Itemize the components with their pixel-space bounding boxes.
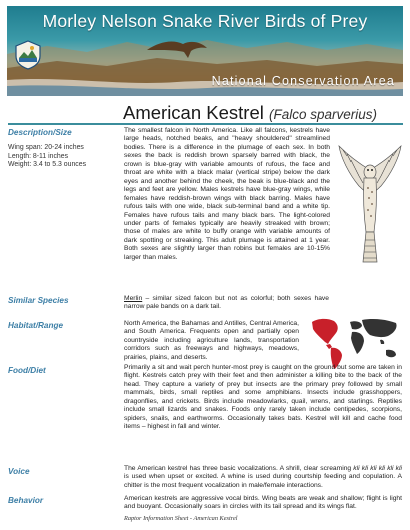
merlin-link[interactable]: Merlin [124, 295, 143, 302]
species-heading [123, 102, 377, 124]
page-footer: Raptor Information Sheet - American Kestrel [124, 515, 238, 522]
heading-rule [8, 123, 403, 125]
blm-logo [15, 40, 41, 70]
measurements [8, 144, 86, 170]
common-name: American Kestrel [123, 102, 264, 123]
header-banner [7, 6, 403, 96]
scientific-name: (Falco sparverius) [269, 107, 378, 122]
length: Length: 8-11 inches [8, 152, 69, 160]
food-diet-text: Primarily a sit and wait perch hunter-most prey is caught on the ground but some are taken in flight. Kestrels catch prey with their feet and then administer a killing bite to the back of the head. They capture a variety of prey but insects are the primary prey followed by small mammals, birds, small reptiles and some amphibians. Insects include grasshoppers, dragonflies, and crickets. Birds include meadowlarks, quail, wrens, and starlings. Reptiles include small lizards and snakes. Foods only rarely taken include centipedes, scorpions, spiders, snails, and earthworms. Occasionally takes bats. Kestrel will kill and cache food items – highest in fall and winter. [124, 364, 402, 431]
label-similar-species: Similar Species [8, 296, 69, 305]
kestrel-illustration [335, 142, 405, 267]
wing-span: Wing span: 20-24 inches [8, 144, 84, 151]
weight: Weight: 3.4 to 5.3 ounces [8, 161, 87, 169]
similar-species-text: Merlin – similar sized falcon but not as colorful; both sexes have narrow pale bands on a dark tail. [124, 295, 329, 311]
label-behavior: Behavior [8, 496, 44, 505]
description-text: The smallest falcon in North America. Like all falcons, kestrels have large heads, notched beaks, and "heavy shouldered" streamlined bodies. There is a difference in the plumage of each sex. In both sexes the back is reddish brown sparsely barred with black, the crown is blue-gray with variable amounts of rufous, the face and throat are white with a black malar (vertical stripe) below the dark eyes and another behind the cheek, the beak is blue-black and the legs and feet are yellow. Males kestrels have blue-gray wings, while females have reddish-brown wings with black barring. Males have rufous tails with one wide, black sub-terminal band and a white tip. Females have rufous tails and many black bars. The light-colored under parts of females typically are heavily streaked with brown; those of males are white to buffy orange with variable amounts of dark spotting or streaking. This adult plumage is attained at 1 year. Both sexes are slightly larger than robins but females are 10-15% larger than males. [124, 127, 330, 261]
voice-text: The American kestrel has three basic vocalizations. A shrill, clear screaming kli kli kli kli kli kli is used when upset or excited. A whine is used during courtship feeding and copulation. A chitter is the most frequent vocalization in male/female interactions. [124, 465, 402, 489]
kestrel-call: kli kli kli kli kli kli [353, 465, 402, 472]
banner-subtitle: National Conservation Area [211, 74, 395, 88]
label-habitat-range: Habitat/Range [8, 321, 64, 330]
label-voice: Voice [8, 467, 30, 476]
banner-title: Morley Nelson Snake River Birds of Prey [42, 11, 368, 31]
label-food-diet: Food/Diet [8, 366, 46, 375]
behavior-text: American kestrels are aggressive vocal birds. Wing beats are weak and shallow; flight is light and buoyant. Occasionally soars in circles with its tail spread and its wings flat. [124, 495, 402, 511]
range-map [306, 314, 402, 370]
habitat-text: North America, the Bahamas and Antilles, Central America, and South America. Frequents open and partially open countryside including agriculture lands, transportation corridors such as freeways and highways, meadows, prairies, plains, and deserts. [124, 320, 299, 361]
label-description-size: Description/Size [8, 128, 72, 137]
